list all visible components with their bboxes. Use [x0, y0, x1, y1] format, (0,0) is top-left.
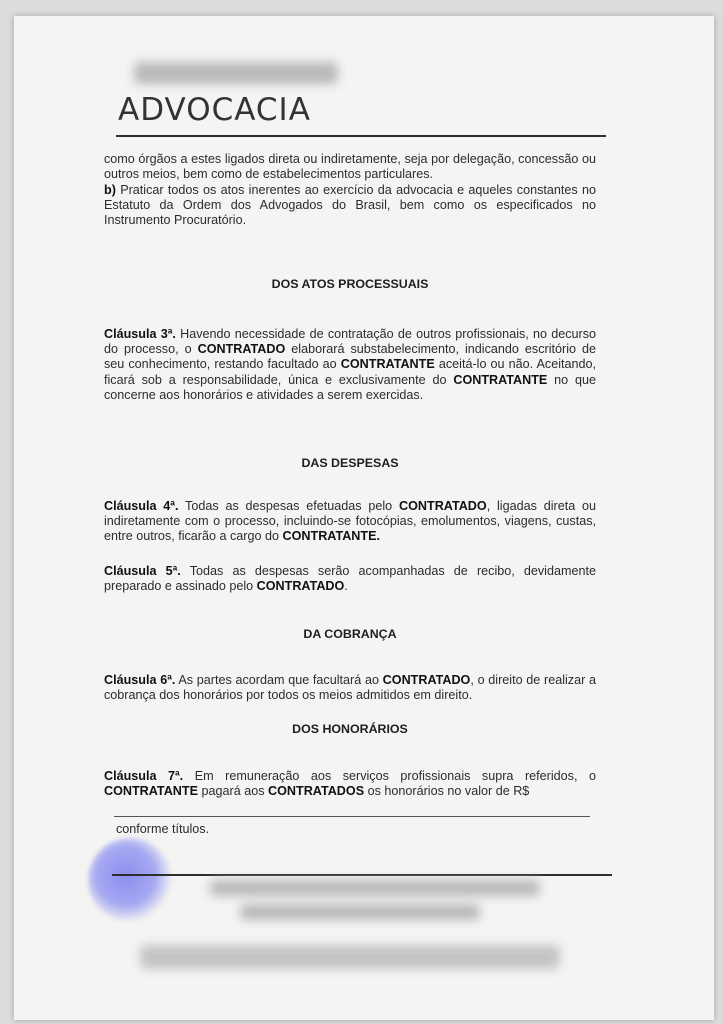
clause-5-text-2: . — [344, 579, 348, 594]
clause-3-label: Cláusula 3ª. — [104, 327, 176, 341]
clause-6-label: Cláusula 6ª. — [104, 673, 176, 687]
clause-5-party-1: CONTRATADO — [256, 579, 345, 594]
section-title-honorarios: DOS HONORÁRIOS — [292, 722, 408, 736]
after-clause-7 — [116, 822, 608, 837]
item-b-text: Praticar todos os atos inerentes ao exercício da advocacia e aqueles constantes no Estatuto da Ordem dos Advogados do Brasil, bem como os especificados no Instrumento Procuratório. — [104, 183, 596, 228]
clause-3-party-2: CONTRATANTE — [340, 357, 435, 372]
intro-text-a: como órgãos a estes ligados direta ou indiretamente, seja por delegação, concessão ou outros meios, bem como de estabelecimentos particulares. — [104, 152, 596, 182]
redacted-footer-line-1 — [210, 880, 540, 896]
amount-blank-line — [114, 816, 590, 817]
clause-7-text-1: Em remuneração aos serviços profissionais supra referidos, o — [194, 769, 596, 783]
clause-7-label: Cláusula 7ª. — [104, 769, 184, 783]
blue-stain — [88, 838, 172, 922]
redacted-footer-line-2 — [240, 904, 480, 920]
clause-7-text-3: os honorários no valor de R$ — [367, 784, 530, 799]
clause-6-text-2: , o direito de realizar a cobrança dos honorários por todos os meios admitidos em direito. — [104, 673, 597, 703]
clause-4-party-1: CONTRATADO — [399, 499, 487, 513]
clause-3-party-3: CONTRATANTE — [453, 372, 548, 387]
clause-3-text-3: aceitá-lo ou não. Aceitando, ficará sob a responsabilidade, única e exclusivamente do — [104, 357, 597, 387]
section-title-despesas: DAS DESPESAS — [301, 456, 399, 470]
redacted-footer-line-3 — [140, 945, 560, 969]
clause-3-text-4: no que concerne aos honorários e atividades a serem exercidas. — [104, 372, 597, 402]
clause-6 — [104, 673, 596, 703]
intro-paragraph-b — [104, 183, 596, 229]
clause-5 — [104, 564, 596, 594]
clause-3-party-1: CONTRATADO — [197, 342, 286, 357]
clause-6-text-1: As partes acordam que facultará ao — [178, 673, 379, 687]
after-clause-7-text: conforme títulos. — [116, 822, 210, 836]
item-b-label: b) — [104, 183, 116, 197]
clause-3-text-2: elaborará substabelecimento, indicando escritório de seu conhecimento, restando facultado ao — [104, 342, 597, 372]
clause-7-party-2: CONTRATADOS — [268, 784, 365, 799]
clause-4-party-2: CONTRATANTE. — [282, 529, 380, 544]
clause-5-label: Cláusula 5ª. — [104, 564, 181, 578]
clause-5-text-1: Todas as despesas serão acompanhadas de recibo, devidamente preparado e assinado pelo — [104, 564, 596, 594]
clause-4-text-1: Todas as despesas efetuadas pelo — [185, 499, 393, 513]
clause-6-party-1: CONTRATADO — [382, 673, 471, 687]
clause-7 — [104, 769, 596, 799]
footer-rule — [112, 874, 612, 876]
intro-paragraph-a — [104, 152, 596, 182]
clause-7-text-2: pagará aos — [201, 784, 265, 799]
section-title-atos: DOS ATOS PROCESSUAIS — [271, 277, 429, 291]
clause-4-label: Cláusula 4ª. — [104, 499, 179, 513]
clause-4-text-2: , ligadas direta ou indiretamente com o processo, incluindo-se fotocópias, emolumentos, viagens, custas, entre outros, ficarão a cargo do — [104, 499, 597, 544]
clause-4 — [104, 499, 596, 545]
clause-7-party-1: CONTRATANTE — [104, 784, 198, 799]
clause-3 — [104, 327, 596, 403]
redacted-header-name — [134, 62, 338, 84]
clause-3-text-1: Havendo necessidade de contratação de outros profissionais, no decurso do processo, o — [104, 327, 597, 357]
section-title-cobranca: DA COBRANÇA — [303, 627, 397, 641]
letterhead-brand: ADVOCACIA — [118, 92, 311, 128]
header-rule — [116, 135, 606, 137]
